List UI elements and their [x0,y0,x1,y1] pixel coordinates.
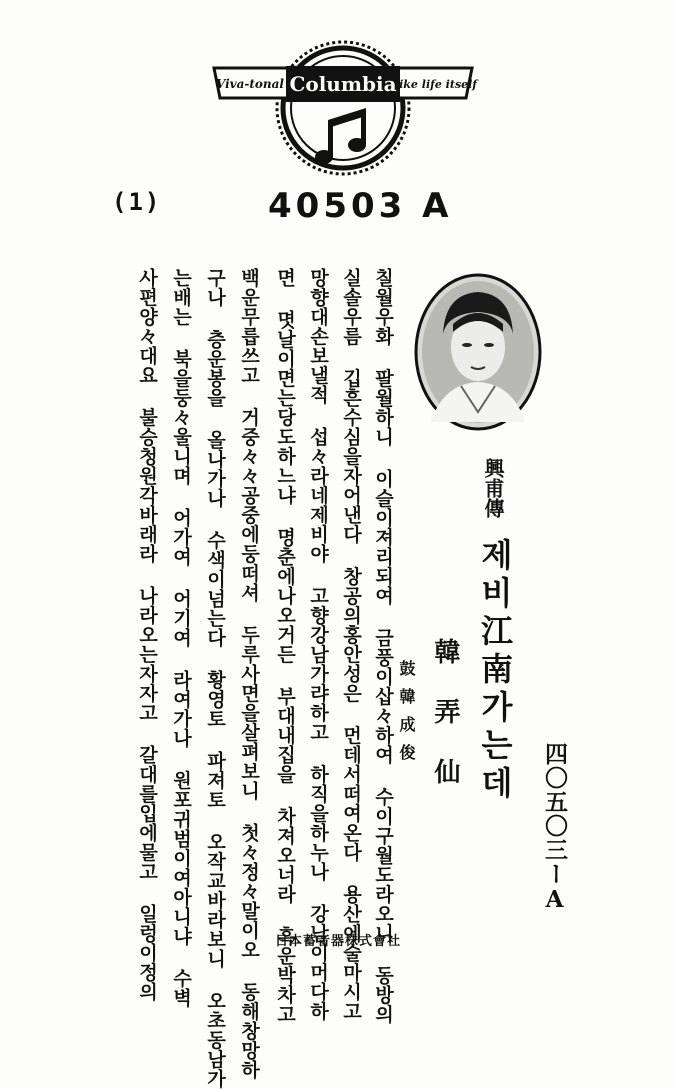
lyric-line-1: 칠월우화 팔월하니 이슬이져리되여 금풍이삽々하여 수이구월도라오니 동방의 [372,268,394,1024]
lyric-line-7: 는배는 북을둥々울니며 어가여 어기여 라여가나 원포귀범이여아니냐 수벽 [170,268,192,1008]
lyric-line-5: 백운무릅쓰고 거중々々공중에둥떠셔 두루사면을살펴보니 첫々정々말이오 동해창망하 [238,268,260,1080]
lyric-line-8: 사편양々대요 불승청원각바래라 나라오는자자고 갈대를입에물고 일렁이정의 [136,268,158,1002]
singer-name: 韓弄仙 [430,638,460,818]
side-catalog-number: 四〇五〇三ーA [541,742,568,914]
catalog-number: 40503 A [268,186,453,226]
logo-brand: Columbia [289,72,397,96]
song-genre: 興甫傳 [481,458,505,518]
lyric-line-4: 면 몃날이면는당도하느냐 명춘에나오거든 부대내집을 차져오너라 흑운박차고 [274,268,296,1024]
page-number: (1) [112,188,162,216]
publisher-footer: 日本蓄音器株式會社 [274,934,401,949]
logo-right-slogan: like life itself [394,78,478,91]
logo-left-slogan: Viva-tonal [216,77,284,91]
singer-portrait [413,272,543,432]
song-title: 제비江南가는데 [476,538,514,804]
lyric-line-6: 구나 층운봉을 올나가나 수색이넘는다 황영토 파져토 오작교바라보니 오초동남가 [204,268,226,1089]
columbia-logo [208,38,478,188]
drummer-name: 鼓韓成俊 [397,660,416,772]
lyric-line-3: 망향대손보낼적 섭々라네제비야 고향강남가랴하고 하직을하누나 강남이머다하 [307,268,329,1021]
lyric-line-2: 실솔우름 깁흔수심을자어낸다 창공의홍안성은 먼데서떠여온다 용산에술마시고 [340,268,362,1021]
